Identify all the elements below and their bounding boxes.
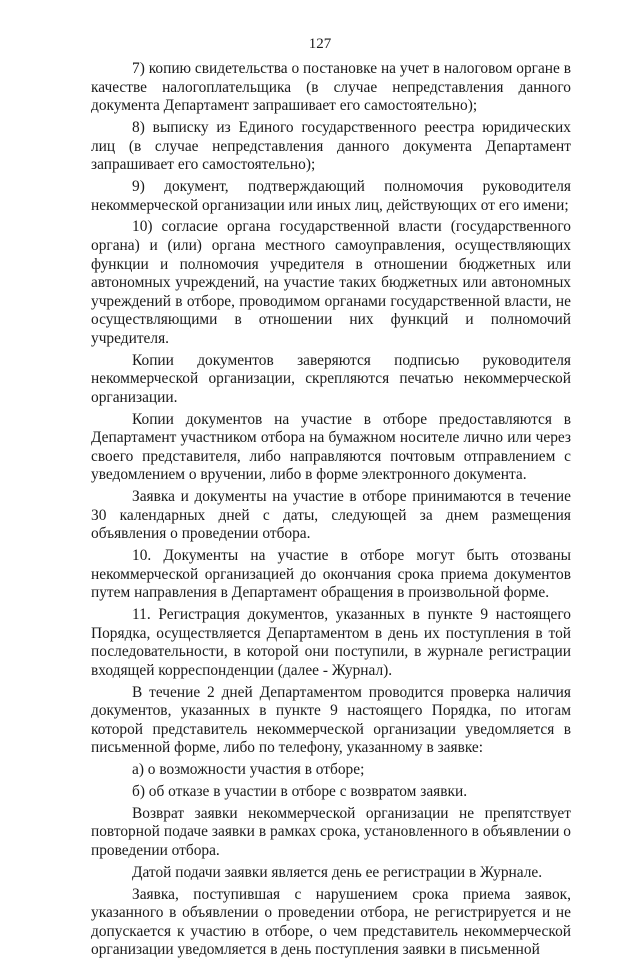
paragraph-item-9-authority-document: 9) документ, подтверждающий полномочия руководителя некоммерческой организации или иных лиц, действующих от его имени;: [91, 177, 571, 214]
paragraph-option-a: а) о возможности участия в отборе;: [132, 761, 365, 779]
paragraph-acceptance-period: Заявка и документы на участие в отборе принимаются в течение 30 календарных дней с даты, следующей за днем размещения объявления о проведении отбора.: [91, 488, 571, 543]
page-number: 127: [308, 36, 332, 52]
paragraph-option-b: б) об отказе в участии в отборе с возвратом заявки.: [132, 783, 468, 801]
paragraph-late-application: Заявка, поступившая с нарушением срока приема заявок, указанного в объявлении о проведении отбора, не регистрируется и не допускается к участию в отборе, о чем представитель некоммерческой организации уведомляется в день поступления заявки в письменной: [91, 885, 571, 959]
paragraph-item-10-founder-consent: 10) согласие органа государственной власти (государственного органа) и (или) органа местного самоуправления, осуществляющих функции и полномочия учредителя в отношении бюджетных или автономных учреждений, на участие таких бюджетных или автономных учреждений в отборе, проводимом органами государственной власти, не осуществляющими в отношении них функций и полномочий учредителя.: [91, 218, 571, 347]
paragraph-item-7-tax-certificate: 7) копию свидетельства о постановке на учет в налоговом органе в качестве налогоплательщика (в случае непредставления данного документа Департамент запрашивает его самостоятельно);: [91, 60, 571, 115]
document-body: [91, 60, 571, 963]
paragraph-verification: В течение 2 дней Департаментом проводится проверка наличия документов, указанных в пункте 9 настоящего Порядка, по итогам которой представитель некоммерческой организации уведомляется в письменной форме, либо по телефону, указанному в заявке:: [91, 683, 571, 757]
paragraph-item-8-register-extract: 8) выписку из Единого государственного реестра юридических лиц (в случае непредставления данного документа Департамент запрашивает его самостоятельно);: [91, 118, 571, 174]
paragraph-copies-certification: Копии документов заверяются подписью руководителя некоммерческой организации, скрепляются печатью некоммерческой организации.: [91, 351, 571, 406]
paragraph-clause-11-registration: 11. Регистрация документов, указанных в пункте 9 настоящего Порядка, осуществляется Департаментом в день их поступления в той последовательности, в которой они поступили, в журнале регистрации входящей корреспонденции (далее - Журнал).: [91, 606, 571, 679]
paragraph-resubmission: Возврат заявки некоммерческой организации не препятствует повторной подаче заявки в рамках срока, установленного в объявлении о проведении отбора.: [91, 804, 571, 859]
paragraph-clause-10-withdrawal: 10. Документы на участие в отборе могут быть отозваны некоммерческой организацией до окончания срока приема документов путем направления в Департамент обращения в произвольной форме.: [91, 547, 571, 602]
paragraph-copies-submission: Копии документов на участие в отборе предоставляются в Департамент участником отбора на бумажном носителе лично или через своего представителя, либо направляются почтовым отправлением с уведомлением о вручении, либо в форме электронного документа.: [91, 410, 571, 484]
paragraph-submission-date: Датой подачи заявки является день ее регистрации в Журнале.: [132, 863, 543, 881]
